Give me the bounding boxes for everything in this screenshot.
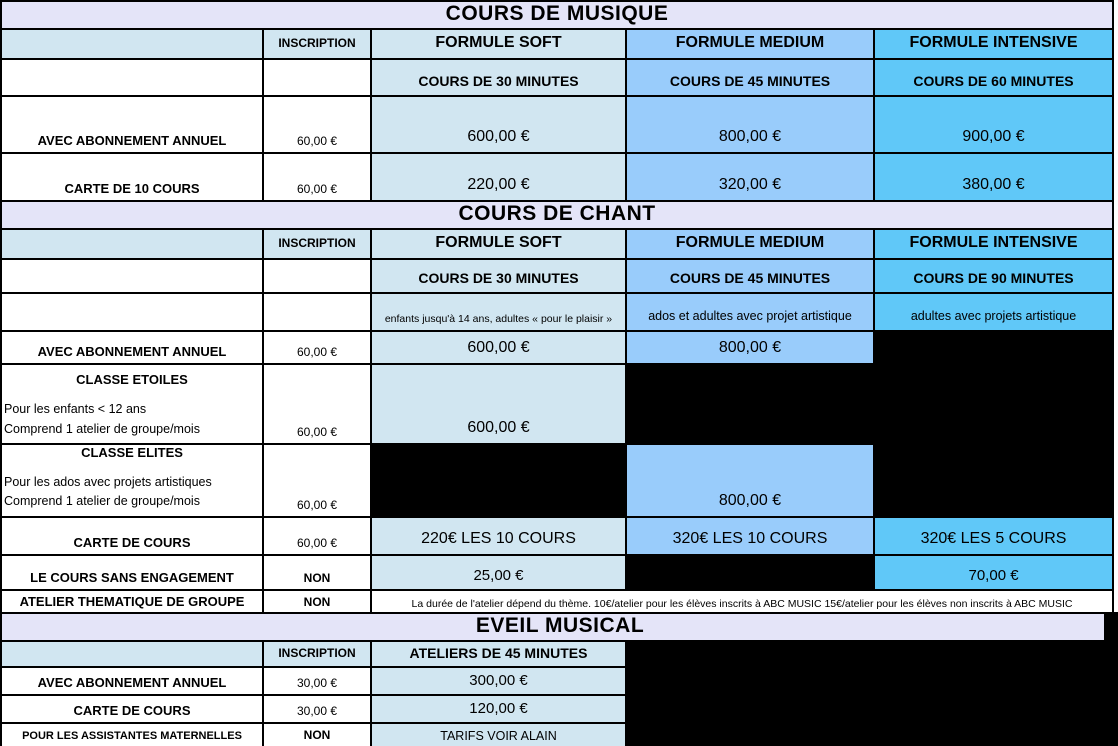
- row-label: CARTE DE COURS: [1, 695, 263, 723]
- blacked-out-cell: [626, 723, 1118, 746]
- price-medium: 320,00 €: [626, 153, 874, 201]
- duration-soft-cell: COURS DE 30 MINUTES: [371, 59, 626, 96]
- formule-medium-header: FORMULE MEDIUM: [626, 229, 874, 259]
- row-label: ATELIER THEMATIQUE DE GROUPE: [1, 590, 263, 614]
- row-label: AVEC ABONNEMENT ANNUEL: [1, 667, 263, 695]
- empty-cell: [1, 293, 263, 331]
- row-label: POUR LES ASSISTANTES MATERNELLES: [1, 723, 263, 746]
- price-cell: 120,00 €: [371, 695, 626, 723]
- empty-cell: [1, 59, 263, 96]
- blacked-out-cell: [626, 364, 874, 444]
- price-intensive: 320€ LES 5 COURS: [874, 517, 1113, 555]
- inscription-header-cell: INSCRIPTION: [263, 641, 371, 667]
- audience-intensive-cell: adultes avec projets artistique: [874, 293, 1113, 331]
- price-medium: 320€ LES 10 COURS: [626, 517, 874, 555]
- table-row: [1, 723, 1118, 746]
- classe-detail: Comprend 1 atelier de groupe/mois: [4, 494, 200, 509]
- price-soft: 25,00 €: [371, 555, 626, 590]
- inscription-header-cell: INSCRIPTION: [263, 29, 371, 59]
- empty-cell: [263, 259, 371, 293]
- price-medium: 800,00 €: [626, 444, 874, 517]
- formule-soft-header: FORMULE SOFT: [371, 29, 626, 59]
- duration-soft-cell: COURS DE 30 MINUTES: [371, 259, 626, 293]
- section-title: EVEIL MUSICAL: [1, 613, 1118, 641]
- section-eveil-musical: [0, 612, 1118, 746]
- price-intensive: 380,00 €: [874, 153, 1113, 201]
- price-cell: 300,00 €: [371, 667, 626, 695]
- blacked-out-cell: [874, 444, 1113, 517]
- inscription-value: 60,00 €: [263, 331, 371, 364]
- formule-soft-header: FORMULE SOFT: [371, 229, 626, 259]
- inscription-value: 30,00 €: [263, 667, 371, 695]
- audience-soft-cell: enfants jusqu'à 14 ans, adultes « pour le plaisir »: [371, 293, 626, 331]
- row-label: AVEC ABONNEMENT ANNUEL: [1, 331, 263, 364]
- inscription-value: 30,00 €: [263, 695, 371, 723]
- classe-detail: Pour les enfants < 12 ans: [4, 402, 147, 417]
- table-row: [1, 695, 1118, 723]
- classe-etoiles-label: [1, 364, 263, 444]
- price-soft: 600,00 €: [371, 364, 626, 444]
- duration-intensive-cell: COURS DE 60 MINUTES: [874, 59, 1113, 96]
- table-row: [1, 517, 1113, 555]
- table-row: [1, 590, 1113, 614]
- duration-medium-cell: COURS DE 45 MINUTES: [626, 59, 874, 96]
- price-intensive: 900,00 €: [874, 96, 1113, 153]
- inscription-header-cell: INSCRIPTION: [263, 229, 371, 259]
- classe-detail: Pour les ados avec projets artistiques: [4, 475, 212, 489]
- classe-title: CLASSE ETOILES: [76, 372, 188, 388]
- atelier-note-cell: La durée de l'atelier dépend du thème. 10€/atelier pour les élèves inscrits à ABC MUSIC 15€/atelier pour les élèves non inscrits à ABC MUSIC: [371, 590, 1113, 614]
- table-row: [1, 153, 1113, 201]
- corner-cell: [1, 229, 263, 259]
- table-row: [1, 444, 1113, 517]
- inscription-value: NON: [263, 723, 371, 746]
- inscription-value: 60,00 €: [263, 153, 371, 201]
- row-label: CARTE DE COURS: [1, 517, 263, 555]
- duration-medium-cell: COURS DE 45 MINUTES: [626, 259, 874, 293]
- table-row: [1, 555, 1113, 590]
- price-cell: TARIFS VOIR ALAIN: [371, 723, 626, 746]
- section-cours-de-musique: [0, 0, 1114, 202]
- price-intensive: 70,00 €: [874, 555, 1113, 590]
- duration-intensive-cell: COURS DE 90 MINUTES: [874, 259, 1113, 293]
- black-corner-strip: [1104, 612, 1118, 641]
- blacked-out-cell: [626, 667, 1118, 695]
- empty-cell: [263, 59, 371, 96]
- audience-medium-cell: ados et adultes avec projet artistique: [626, 293, 874, 331]
- blacked-out-cell: [874, 331, 1113, 364]
- price-soft: 600,00 €: [371, 331, 626, 364]
- table-row: [1, 667, 1118, 695]
- empty-cell: [263, 293, 371, 331]
- formule-intensive-header: FORMULE INTENSIVE: [874, 29, 1113, 59]
- section-title: COURS DE CHANT: [1, 201, 1113, 229]
- blacked-out-cell: [626, 695, 1118, 723]
- classe-detail: Comprend 1 atelier de groupe/mois: [4, 421, 200, 436]
- table-row: [1, 364, 1113, 444]
- price-medium: 800,00 €: [626, 331, 874, 364]
- blacked-out-cell: [626, 641, 1118, 667]
- table-row: [1, 96, 1113, 153]
- corner-cell: [1, 641, 263, 667]
- inscription-value: NON: [263, 590, 371, 614]
- formule-medium-header: FORMULE MEDIUM: [626, 29, 874, 59]
- inscription-value: 60,00 €: [263, 517, 371, 555]
- table-row: [1, 331, 1113, 364]
- blacked-out-cell: [874, 364, 1113, 444]
- empty-cell: [1, 259, 263, 293]
- corner-cell: [1, 29, 263, 59]
- inscription-value: NON: [263, 555, 371, 590]
- inscription-value: 60,00 €: [263, 444, 371, 517]
- section-cours-de-chant: [0, 200, 1114, 615]
- inscription-value: 60,00 €: [263, 364, 371, 444]
- price-soft: 600,00 €: [371, 96, 626, 153]
- inscription-value: 60,00 €: [263, 96, 371, 153]
- row-label: CARTE DE 10 COURS: [1, 153, 263, 201]
- row-label: LE COURS SANS ENGAGEMENT: [1, 555, 263, 590]
- formule-intensive-header: FORMULE INTENSIVE: [874, 229, 1113, 259]
- price-soft: 220€ LES 10 COURS: [371, 517, 626, 555]
- section-title: COURS DE MUSIQUE: [1, 1, 1113, 29]
- price-soft: 220,00 €: [371, 153, 626, 201]
- classe-elites-label: [1, 444, 263, 517]
- blacked-out-cell: [371, 444, 626, 517]
- price-medium: 800,00 €: [626, 96, 874, 153]
- blacked-out-cell: [626, 555, 874, 590]
- row-label: AVEC ABONNEMENT ANNUEL: [1, 96, 263, 153]
- ateliers-header-cell: ATELIERS DE 45 MINUTES: [371, 641, 626, 667]
- classe-title: CLASSE ELITES: [81, 445, 183, 460]
